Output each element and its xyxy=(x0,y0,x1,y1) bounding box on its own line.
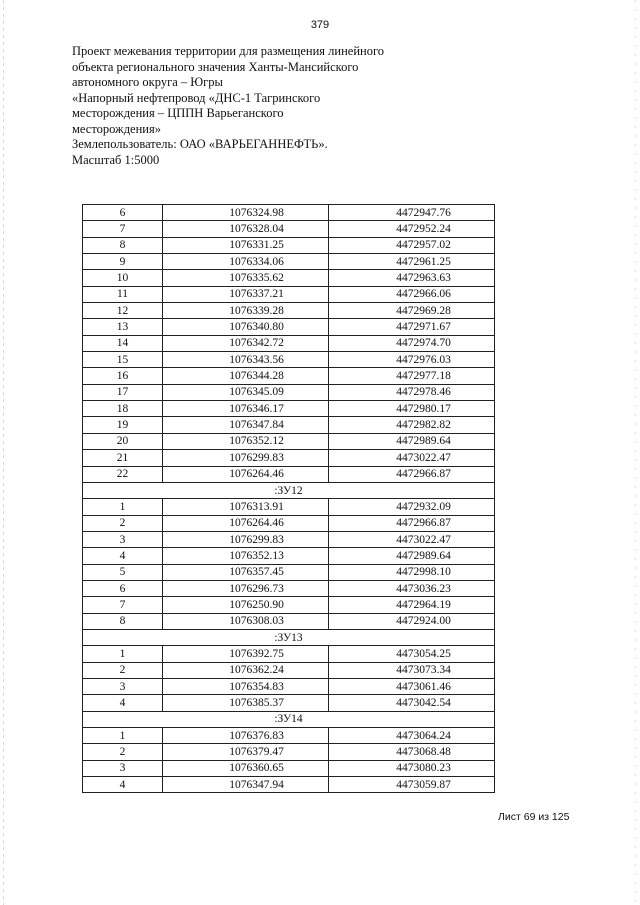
y-coordinate-cell: 4472966.06 xyxy=(329,286,495,302)
y-coordinate-cell: 4473068.48 xyxy=(329,744,495,760)
point-number-cell: 18 xyxy=(83,401,163,417)
point-number-cell: 5 xyxy=(83,564,163,580)
x-coordinate-cell: 1076328.04 xyxy=(163,221,329,237)
point-number-cell: 6 xyxy=(83,205,163,221)
sheet-number: Лист 69 из 125 xyxy=(498,811,570,823)
point-number-cell: 12 xyxy=(83,303,163,319)
table-row xyxy=(83,384,495,400)
point-number-cell: 14 xyxy=(83,335,163,351)
y-coordinate-cell: 4472989.64 xyxy=(329,433,495,449)
x-coordinate-cell: 1076344.28 xyxy=(163,368,329,384)
x-coordinate-cell: 1076352.12 xyxy=(163,433,329,449)
x-coordinate-cell: 1076308.03 xyxy=(163,613,329,629)
point-number-cell: 1 xyxy=(83,646,163,662)
y-coordinate-cell: 4472974.70 xyxy=(329,335,495,351)
table-row xyxy=(83,531,495,547)
x-coordinate-cell: 1076385.37 xyxy=(163,695,329,711)
header-line: месторождения – ЦППН Варьеганского xyxy=(72,106,284,120)
y-coordinate-cell: 4473022.47 xyxy=(329,450,495,466)
table-row xyxy=(83,499,495,515)
y-coordinate-cell: 4472969.28 xyxy=(329,303,495,319)
section-label: :ЗУ14 xyxy=(83,711,495,727)
x-coordinate-cell: 1076331.25 xyxy=(163,237,329,253)
y-coordinate-cell: 4472998.10 xyxy=(329,564,495,580)
point-number-cell: 4 xyxy=(83,777,163,793)
y-coordinate-cell: 4472932.09 xyxy=(329,499,495,515)
x-coordinate-cell: 1076379.47 xyxy=(163,744,329,760)
x-coordinate-cell: 1076392.75 xyxy=(163,646,329,662)
point-number-cell: 7 xyxy=(83,221,163,237)
y-coordinate-cell: 4472977.18 xyxy=(329,368,495,384)
x-coordinate-cell: 1076352.13 xyxy=(163,548,329,564)
point-number-cell: 4 xyxy=(83,548,163,564)
x-coordinate-cell: 1076339.28 xyxy=(163,303,329,319)
table-row xyxy=(83,237,495,253)
x-coordinate-cell: 1076296.73 xyxy=(163,580,329,596)
point-number-cell: 1 xyxy=(83,499,163,515)
table-row xyxy=(83,597,495,613)
header-line: объекта регионального значения Ханты-Мансийского xyxy=(72,59,359,74)
point-number-cell: 8 xyxy=(83,613,163,629)
x-coordinate-cell: 1076264.46 xyxy=(163,515,329,531)
y-coordinate-cell: 4472971.67 xyxy=(329,319,495,335)
x-coordinate-cell: 1076347.84 xyxy=(163,417,329,433)
x-coordinate-cell: 1076360.65 xyxy=(163,760,329,776)
table-row xyxy=(83,613,495,629)
table-row xyxy=(83,728,495,744)
x-coordinate-cell: 1076340.80 xyxy=(163,319,329,335)
point-number-cell: 11 xyxy=(83,286,163,302)
table-row xyxy=(83,695,495,711)
y-coordinate-cell: 4472980.17 xyxy=(329,401,495,417)
y-coordinate-cell: 4473042.54 xyxy=(329,695,495,711)
x-coordinate-cell: 1076264.46 xyxy=(163,466,329,482)
table-row xyxy=(83,368,495,384)
point-number-cell: 17 xyxy=(83,384,163,400)
y-coordinate-cell: 4472966.87 xyxy=(329,466,495,482)
x-coordinate-cell: 1076343.56 xyxy=(163,352,329,368)
y-coordinate-cell: 4472976.03 xyxy=(329,352,495,368)
section-label: :ЗУ12 xyxy=(83,482,495,498)
table-row xyxy=(83,662,495,678)
section-header-row xyxy=(83,629,495,645)
x-coordinate-cell: 1076347.94 xyxy=(163,777,329,793)
y-coordinate-cell: 4472982.82 xyxy=(329,417,495,433)
header-line: Проект межевания территории для размещения линейного xyxy=(72,44,385,58)
point-number-cell: 13 xyxy=(83,319,163,335)
coordinates-table-wrap xyxy=(82,204,494,793)
table-row xyxy=(83,678,495,694)
table-row xyxy=(83,777,495,793)
x-coordinate-cell: 1076354.83 xyxy=(163,678,329,694)
x-coordinate-cell: 1076362.24 xyxy=(163,662,329,678)
point-number-cell: 3 xyxy=(83,760,163,776)
point-number-cell: 3 xyxy=(83,531,163,547)
header-line: месторождения» xyxy=(72,121,161,136)
header-line: Землепользователь: ОАО «ВАРЬЕГАННЕФТЬ». xyxy=(72,137,328,151)
y-coordinate-cell: 4472978.46 xyxy=(329,384,495,400)
x-coordinate-cell: 1076376.83 xyxy=(163,728,329,744)
point-number-cell: 22 xyxy=(83,466,163,482)
y-coordinate-cell: 4472961.25 xyxy=(329,254,495,270)
x-coordinate-cell: 1076299.83 xyxy=(163,531,329,547)
y-coordinate-cell: 4472952.24 xyxy=(329,221,495,237)
point-number-cell: 2 xyxy=(83,744,163,760)
table-row xyxy=(83,548,495,564)
point-number-cell: 6 xyxy=(83,580,163,596)
table-row xyxy=(83,254,495,270)
y-coordinate-cell: 4473073.34 xyxy=(329,662,495,678)
header-line: Масштаб 1:5000 xyxy=(72,152,160,167)
section-header-row xyxy=(83,482,495,498)
y-coordinate-cell: 4473054.25 xyxy=(329,646,495,662)
table-row xyxy=(83,466,495,482)
coordinates-table xyxy=(82,204,495,793)
table-row xyxy=(83,303,495,319)
point-number-cell: 20 xyxy=(83,433,163,449)
point-number-cell: 10 xyxy=(83,270,163,286)
point-number-cell: 7 xyxy=(83,597,163,613)
point-number-cell: 2 xyxy=(83,662,163,678)
y-coordinate-cell: 4473061.46 xyxy=(329,678,495,694)
table-row xyxy=(83,580,495,596)
y-coordinate-cell: 4472957.02 xyxy=(329,237,495,253)
point-number-cell: 15 xyxy=(83,352,163,368)
table-row xyxy=(83,286,495,302)
table-row xyxy=(83,205,495,221)
table-row xyxy=(83,646,495,662)
x-coordinate-cell: 1076334.06 xyxy=(163,254,329,270)
table-row xyxy=(83,401,495,417)
table-row xyxy=(83,744,495,760)
x-coordinate-cell: 1076346.17 xyxy=(163,401,329,417)
x-coordinate-cell: 1076335.62 xyxy=(163,270,329,286)
x-coordinate-cell: 1076345.09 xyxy=(163,384,329,400)
table-row xyxy=(83,433,495,449)
scan-edge-left xyxy=(3,0,4,905)
point-number-cell: 3 xyxy=(83,678,163,694)
point-number-cell: 21 xyxy=(83,450,163,466)
coordinates-table-body xyxy=(83,205,495,793)
table-row xyxy=(83,450,495,466)
section-label: :ЗУ13 xyxy=(83,629,495,645)
document-header xyxy=(72,44,392,168)
point-number-cell: 19 xyxy=(83,417,163,433)
point-number-cell: 1 xyxy=(83,728,163,744)
x-coordinate-cell: 1076342.72 xyxy=(163,335,329,351)
x-coordinate-cell: 1076324.98 xyxy=(163,205,329,221)
table-row xyxy=(83,515,495,531)
table-row xyxy=(83,319,495,335)
y-coordinate-cell: 4472966.87 xyxy=(329,515,495,531)
header-line: автономного округа – Югры xyxy=(72,75,223,89)
point-number-cell: 16 xyxy=(83,368,163,384)
x-coordinate-cell: 1076337.21 xyxy=(163,286,329,302)
y-coordinate-cell: 4473059.87 xyxy=(329,777,495,793)
x-coordinate-cell: 1076299.83 xyxy=(163,450,329,466)
y-coordinate-cell: 4472964.19 xyxy=(329,597,495,613)
x-coordinate-cell: 1076357.45 xyxy=(163,564,329,580)
table-row xyxy=(83,564,495,580)
point-number-cell: 2 xyxy=(83,515,163,531)
point-number-cell: 8 xyxy=(83,237,163,253)
section-header-row xyxy=(83,711,495,727)
table-row xyxy=(83,335,495,351)
header-line: «Напорный нефтепровод «ДНС-1 Тагринского xyxy=(72,90,321,105)
table-row xyxy=(83,352,495,368)
table-row xyxy=(83,221,495,237)
scan-edge-right xyxy=(635,0,636,905)
point-number-cell: 4 xyxy=(83,695,163,711)
y-coordinate-cell: 4473036.23 xyxy=(329,580,495,596)
table-row xyxy=(83,760,495,776)
table-row xyxy=(83,270,495,286)
y-coordinate-cell: 4473064.24 xyxy=(329,728,495,744)
y-coordinate-cell: 4472924.00 xyxy=(329,613,495,629)
y-coordinate-cell: 4473080.23 xyxy=(329,760,495,776)
y-coordinate-cell: 4473022.47 xyxy=(329,531,495,547)
x-coordinate-cell: 1076313.91 xyxy=(163,499,329,515)
y-coordinate-cell: 4472947.76 xyxy=(329,205,495,221)
page-number: 379 xyxy=(310,19,330,31)
point-number-cell: 9 xyxy=(83,254,163,270)
y-coordinate-cell: 4472989.64 xyxy=(329,548,495,564)
y-coordinate-cell: 4472963.63 xyxy=(329,270,495,286)
table-row xyxy=(83,417,495,433)
x-coordinate-cell: 1076250.90 xyxy=(163,597,329,613)
